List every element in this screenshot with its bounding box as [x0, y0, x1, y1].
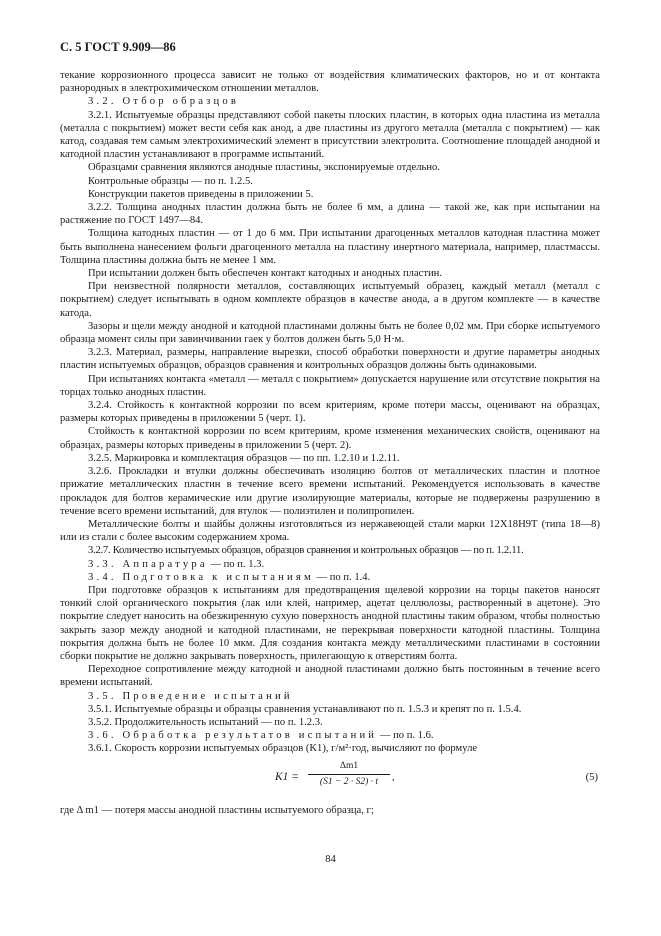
formula-denominator: (S1 − 2 · S2) · t [319, 776, 379, 787]
formula-numerator: Δm1 [339, 760, 359, 771]
paragraph: Металлические болты и шайбы должны изготовляться из нержавеющей стали марки 12Х18Н9Т (типа 18—8) или из стали с более высоким содержанием хрома. [60, 518, 600, 544]
section-heading [60, 571, 600, 584]
heading-spaced-part: 3.6. Обработка результатов испытаний [88, 730, 378, 742]
page-header: С. 5 ГОСТ 9.909—86 [60, 40, 176, 54]
paragraph: Зазоры и щели между анодной и катодной пластинами должны быть не более 0,02 мм. При сборке испытуемого образца момент силы при завинчивании гаек у болтов должен быть 5,0 Н·м. [60, 320, 600, 346]
heading-rest: — по п. 1.4. [313, 571, 371, 583]
section-heading [60, 558, 600, 571]
document-body [60, 69, 600, 817]
paragraph: При подготовке образцов к испытаниям для предотвращения щелевой коррозии на торцы пакетов наносят тонкий слой органического покрытия (лак или клей, например, ацетат целлюлозы, растворенный в ацетоне). Это покрытие следует наносить на обезжиренную сухую поверхность анодной пластины таким образом, чтобы полностью закрыть зазор между анодной и катодной пластинами, не перекрывая поверхности катодной пластины. Толщина покрытия должна быть не более 10 мкм. Для создания контакта между металлическими пластинами в состоянии сборки покрытие не должно закрывать поверхность, прилегающую к отверстиям болта. [60, 584, 600, 662]
paragraph: 3.6.1. Скорость коррозии испытуемых образцов (K1), г/м²·год, вычисляют по формуле [88, 743, 478, 755]
paragraph: Стойкость к контактной коррозии по всем критериям, кроме изменения механических свойств, оценивают на образцах, размеры которых приведены в приложении 5 (черт. 2). [60, 426, 600, 451]
paragraph: 3.2.7. Количество испытуемых образцов, образцов сравнения и контрольных образцов — по п. 1.2.11. [88, 545, 524, 557]
paragraph: 3.2.6. Прокладки и втулки должны обеспечивать изоляцию болтов от металлических пластин и плотное прижатие металлических пластин в течение всего времени испытаний. Рекомендуется использовать в качестве прокладок для болтов керамические или другие изолирующие материалы, которые не подвержены разрушению в течение всего времени испытаний, для втулок — полиэтилен и полипропилен. [60, 466, 600, 517]
page-number: 84 [325, 854, 336, 865]
paragraph: 3.2.3. Материал, размеры, направление вырезки, способ обработки поверхности и другие параметры анодных пластин испытуемых образцов, образцов сравнения и контрольных образцов должны быть одинаковыми. [60, 347, 600, 372]
formula-number: (5) [585, 771, 598, 783]
paragraph: 3.2.4. Стойкость к контактной коррозии по всем критериям, кроме потери массы, оценивают на образцах, размеры которых приведены в приложении 5 (черт. 1). [60, 400, 600, 425]
fraction-bar [308, 774, 390, 775]
heading-spaced-part: 3.4. Подготовка к испытаниям [88, 571, 314, 583]
paragraph: 3.2.5. Маркировка и комплектация образцов — по пп. 1.2.10 и 1.2.11. [88, 452, 400, 464]
paragraph: 3.2.2. Толщина анодных пластин должна быть не более 6 мм, а длина — такой же, как при испытании на растяжение по ГОСТ 1497—84. [60, 202, 600, 227]
formula-lhs: K1 = [275, 770, 300, 783]
section-heading: 3.5. Проведение испытаний [88, 690, 293, 702]
heading-spaced-part: 3.3. Аппаратура [88, 558, 208, 570]
paragraph: При испытаниях контакта «металл — металл с покрытием» допускается нарушение или отсутствие покрытия на торцах только анодных пластин. [60, 373, 600, 398]
paragraph: текание коррозионного процесса зависит не только от воздействия климатических факторов, но и от контакта разнородных в электрохимическом отношении металлов. [60, 70, 600, 95]
paragraph: Конструкции пакетов приведены в приложении 5. [88, 188, 314, 200]
paragraph: Толщина катодных пластин — от 1 до 6 мм. При испытании драгоценных металлов катодная пластина может быть выполнена нанесением фольги драгоценного металла на пластину инертного материала, например, пластмассы. Толщина пластины должна быть не менее 1 мм. [60, 228, 600, 266]
paragraph: Переходное сопротивление между катодной и анодной пластинами должно быть постоянным в течение всего времени испытаний. [60, 664, 600, 689]
heading-rest: — по п. 1.3. [207, 558, 265, 570]
section-heading [60, 729, 600, 742]
paragraph: Контрольные образцы — по п. 1.2.5. [88, 175, 253, 187]
formula-explanation: где Δ m1 — потеря массы анодной пластины испытуемого образца, г; [60, 804, 374, 816]
formula [60, 760, 600, 798]
paragraph: 3.5.1. Испытуемые образцы и образцы сравнения устанавливают по п. 1.5.3 и крепят по п. 1.5.4. [88, 703, 522, 715]
paragraph: 3.2.1. Испытуемые образцы представляют собой пакеты плоских пластин, в которых одна пластина из металла (металла с покрытием) может вести себя как анод, а две пластины из другого металла (металла с покрытием) — как катод, создавая тем самым электрохимический элемент в присутствии электролита. Соотношение площадей анодной и катодной пластин устанавливают в программе испытаний. [60, 109, 600, 161]
heading-rest: — по п. 1.6. [377, 730, 434, 742]
formula-comma: , [392, 771, 395, 783]
paragraph: При неизвестной полярности металлов, составляющих испытуемый образец, каждый металл (металл с покрытием) следует испытывать в одном комплекте образцов в качестве анода, а в другом комплекте — в качестве катода. [60, 281, 600, 319]
paragraph: Образцами сравнения являются анодные пластины, экспонируемые отдельно. [88, 162, 440, 174]
paragraph: При испытании должен быть обеспечен контакт катодных и анодных пластин. [88, 268, 442, 280]
section-heading: 3.2. Отбор образцов [88, 96, 240, 108]
paragraph: 3.5.2. Продолжительность испытаний — по п. 1.2.3. [88, 716, 323, 728]
formula-fraction [308, 760, 390, 789]
